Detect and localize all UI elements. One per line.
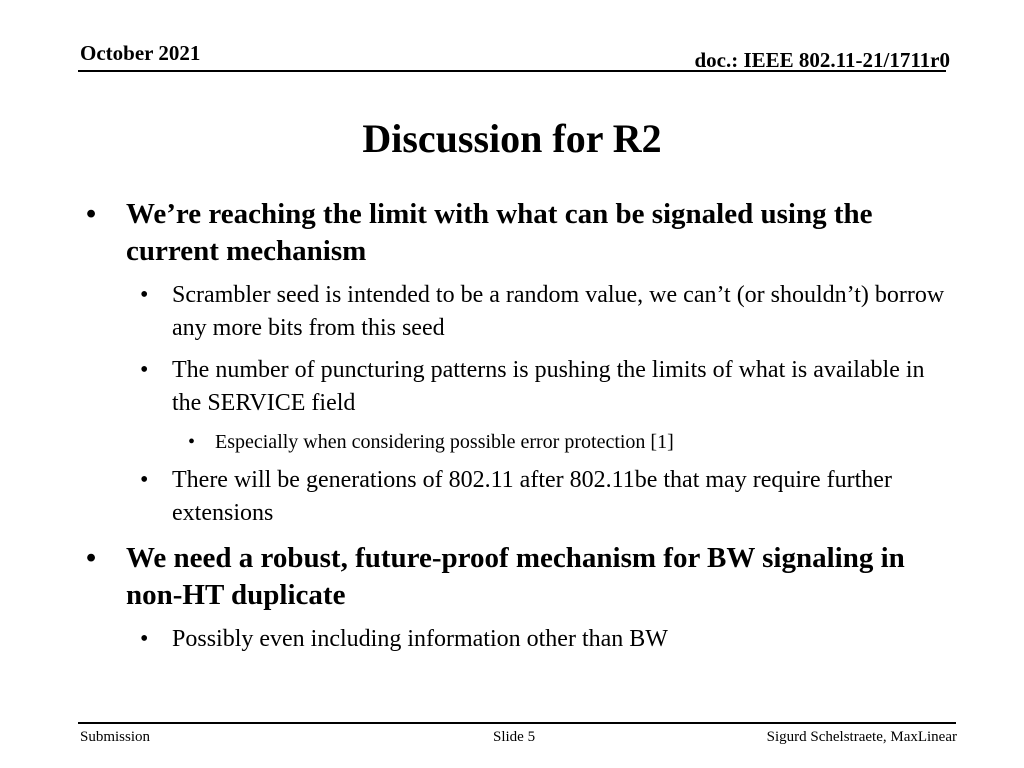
bullet-1-1 bbox=[80, 279, 950, 345]
footer-author: Sigurd Schelstraete, MaxLinear bbox=[766, 729, 957, 745]
bullet-dot: • bbox=[86, 198, 97, 230]
slide-body bbox=[80, 196, 950, 656]
bullet-2-text: We need a robust, future-proof mechanism for BW signaling in non-HT duplicate bbox=[126, 542, 905, 611]
header-date: October 2021 bbox=[80, 41, 201, 65]
bullet-dot: • bbox=[86, 542, 97, 574]
bullet-1 bbox=[80, 196, 950, 270]
bullet-1-2-1-text: Especially when considering possible error protection [1] bbox=[215, 431, 674, 453]
bullet-1-2-text: The number of puncturing patterns is pushing the limits of what is available in the SERVICE field bbox=[172, 357, 925, 416]
bullet-dot: • bbox=[188, 431, 196, 453]
bullet-2-1 bbox=[80, 623, 950, 656]
footer-submission: Submission bbox=[80, 729, 151, 745]
footer-slide-number: Slide 5 bbox=[493, 729, 536, 745]
bullet-1-2-1 bbox=[80, 429, 950, 455]
bullet-2 bbox=[80, 540, 950, 614]
slide-title: Discussion for R2 bbox=[362, 116, 662, 161]
bullet-dot: • bbox=[140, 357, 149, 383]
header-doc-id: doc.: IEEE 802.11-21/1711r0 bbox=[694, 48, 950, 72]
bullet-1-2 bbox=[80, 354, 950, 420]
bullet-dot: • bbox=[140, 282, 149, 308]
bullet-dot: • bbox=[140, 626, 149, 652]
footer-divider bbox=[78, 722, 956, 724]
bullet-2-1-text: Possibly even including information other than BW bbox=[172, 626, 668, 652]
bullet-dot: • bbox=[140, 467, 149, 493]
bullet-1-3-text: There will be generations of 802.11 after 802.11be that may require further extensions bbox=[172, 467, 892, 526]
bullet-1-3 bbox=[80, 464, 950, 530]
bullet-1-1-text: Scrambler seed is intended to be a random value, we can’t (or shouldn’t) borrow any more bits from this seed bbox=[172, 282, 945, 341]
header-divider bbox=[78, 70, 946, 72]
bullet-1-text: We’re reaching the limit with what can be signaled using the current mechanism bbox=[126, 198, 873, 267]
